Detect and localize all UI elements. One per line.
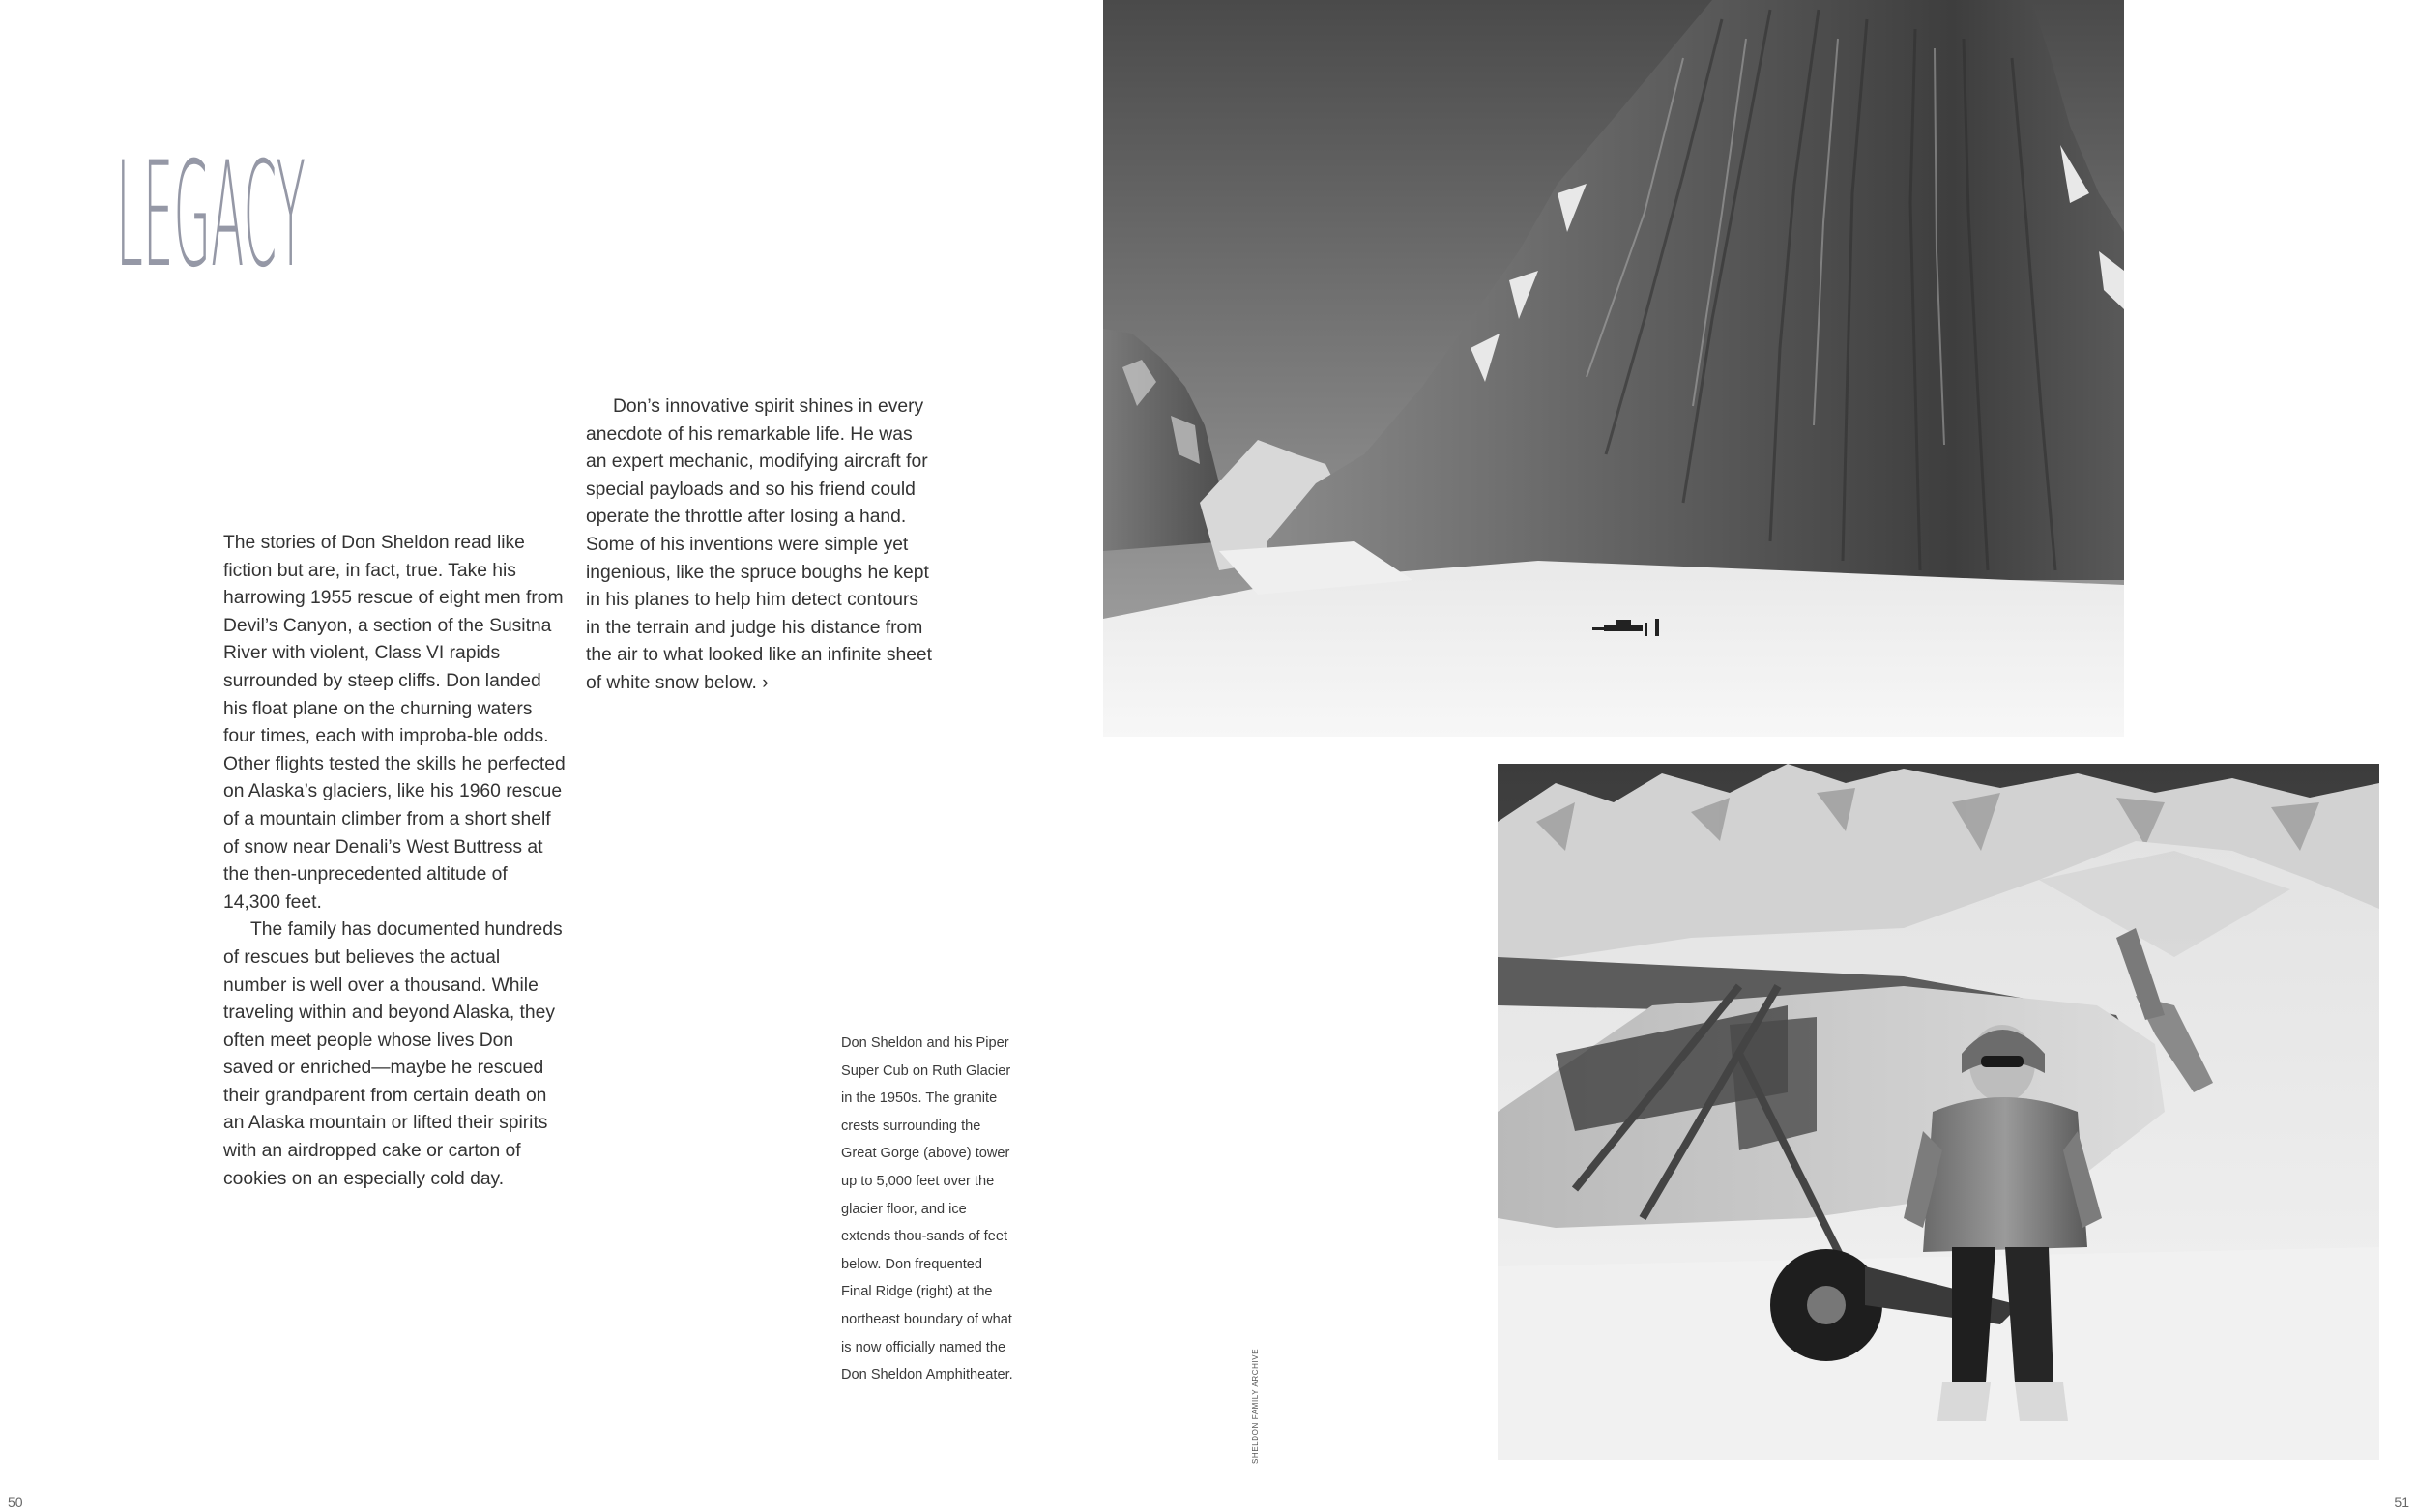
super-cub-photo (1498, 764, 2379, 1460)
body-paragraph (586, 393, 934, 698)
photo-credit (1249, 1350, 1261, 1466)
plane-photo-graphic (1498, 764, 2379, 1460)
photo-credit-text: SHELDON FAMILY ARCHIVE (1251, 1348, 1260, 1464)
body-paragraph: The family has documented hundreds of rescues but believes the actual number is well over a thousand. While traveling within and beyond Alaska, they often meet people whose lives Don saved or enriched—maybe he rescued their grandparent from certain death on an Alaska mountain or lifted their spirits with an airdropped cake or carton of cookies on an especially cold day. (223, 919, 563, 1189)
body-column-left (223, 530, 567, 1193)
mountain-photo-graphic (1103, 0, 2124, 737)
continue-arrow-icon: › (762, 672, 769, 693)
page-title (116, 131, 329, 300)
photo-caption: Don Sheldon and his Piper Super Cub on Ruth Glacier in the 1950s. The granite crests surrounding the Great Gorge (above) tower up to 5,000 feet over the glacier floor, and ice extends thou-sands of feet below. Don frequented Final Ridge (right) at the northeast boundary of what is now officially named the Don Sheldon Amphitheater. (841, 1035, 1013, 1383)
body-paragraph: The stories of Don Sheldon read like fiction but are, in fact, true. Take his harrowing 1955 rescue of eight men from Devil’s Canyon, a section of the Susitna River with violent, Class VI rapids surrounded by steep cliffs. Don landed his float plane on the churning waters four times, each with improba-ble odds. Other flights tested the skills he perfected on Alaska’s glaciers, like his 1960 rescue of a mountain climber from a short shelf of snow near Denali’s West Buttress at the then-unprecedented altitude of 14,300 feet. (223, 533, 566, 913)
page-title-text: LEGACY (116, 131, 306, 300)
body-column-right (586, 393, 934, 698)
body-paragraph-text: Don’s innovative spirit shines in every anecdote of his remarkable life. He was an expert mechanic, modifying aircraft for special payloads and so his friend could operate the throttle after losing a hand. Some of his inventions were simple yet ingenious, like the spruce boughs he kept in his planes to help him detect contours in the terrain and judge his distance from the air to what looked like an infinite sheet of white snow below. (586, 396, 932, 693)
page-number-left: 50 (8, 1495, 23, 1510)
great-gorge-photo (1103, 0, 2124, 737)
page-number-right: 51 (2394, 1495, 2409, 1510)
